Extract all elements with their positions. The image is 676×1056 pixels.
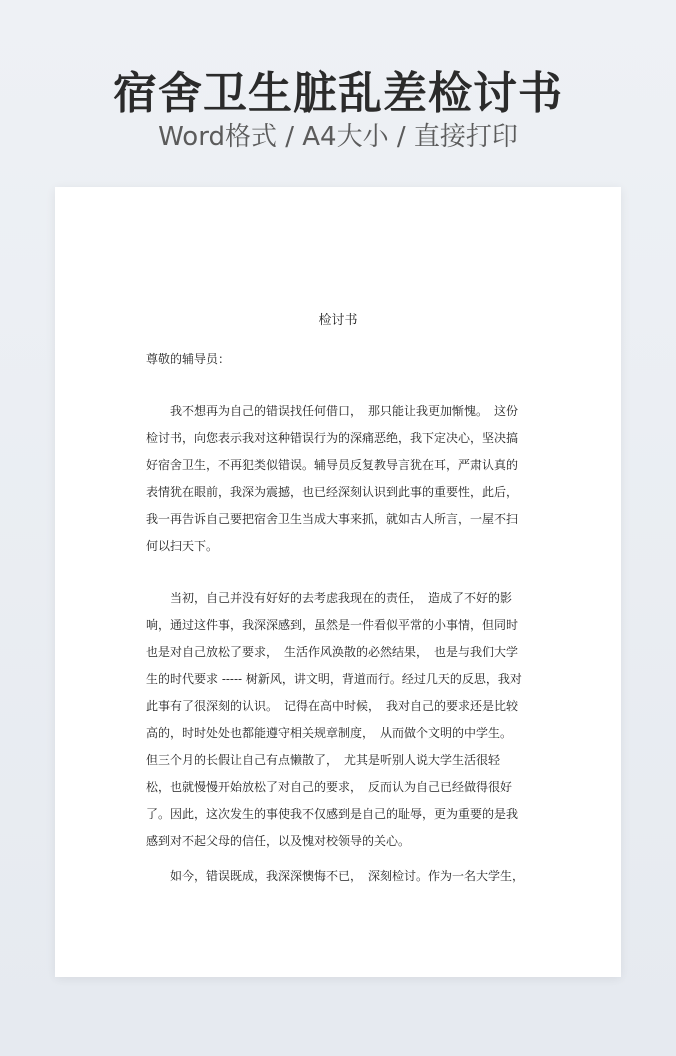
paragraph-line: 何以扫天下。	[146, 539, 219, 553]
paragraph-line: 我不想再为自己的错误找任何借口， 那只能让我更加惭愧。 这份	[146, 404, 519, 418]
page-subtitle: Word格式 / A4大小 / 直接打印	[158, 122, 518, 152]
paragraph-line: 好宿舍卫生，不再犯类似错误。辅导员反复教导言犹在耳，严肃认真的	[146, 458, 519, 472]
paragraph-line: 响，通过这件事，我深深感到，虽然是一件看似平常的小事情，但同时	[146, 618, 519, 632]
paragraph-line: 检讨书，向您表示我对这种错误行为的深痛恶绝，我下定决心，坚决搞	[146, 431, 519, 445]
paragraph-line: 感到对不起父母的信任，以及愧对校领导的关心。	[146, 834, 411, 848]
paragraph-line: 也是对自己放松了要求， 生活作风涣散的必然结果， 也是与我们大学	[146, 645, 519, 659]
paragraph-line: 如今，错误既成，我深深懊悔不已， 深刻检讨。作为一名大学生，	[146, 869, 525, 883]
paragraph-line: 但三个月的长假让自己有点懒散了， 尤其是听别人说大学生活很轻	[146, 753, 501, 767]
paragraph-1	[146, 398, 522, 560]
paragraph-line: 了。因此，这次发生的事使我不仅感到是自己的耻辱，更为重要的是我	[146, 807, 519, 821]
paragraph-line: 我一再告诉自己要把宿舍卫生当成大事来抓，就如古人所言，一屋不扫	[146, 512, 519, 526]
paragraph-line: 当初，自己并没有好好的去考虑我现在的责任， 造成了不好的影	[146, 591, 513, 605]
page-header	[0, 0, 676, 186]
paragraph-line: 高的，时时处处也都能遵守相关规章制度， 从而做个文明的中学生。	[146, 726, 513, 740]
paragraph-line: 松，也就慢慢开始放松了对自己的要求， 反而认为自己已经做得很好	[146, 780, 513, 794]
paragraph-line: 表情犹在眼前，我深为震撼，也已经深刻认识到此事的重要性，此后，	[146, 485, 519, 499]
paragraph-3	[146, 863, 525, 890]
paragraph-line: 生的时代要求 ----- 树新风，讲文明，背道而行。经过几天的反思，我对	[146, 672, 522, 686]
paragraph-2	[146, 585, 522, 855]
page-title: 宿舍卫生脏乱差检讨书	[113, 68, 563, 119]
paragraph-line: 此事有了很深刻的认识。 记得在高中时候， 我对自己的要求还是比较	[146, 699, 519, 713]
document-title: 检讨书	[318, 313, 358, 328]
document-salutation: 尊敬的辅导员：	[146, 352, 231, 366]
document-page	[55, 187, 621, 977]
